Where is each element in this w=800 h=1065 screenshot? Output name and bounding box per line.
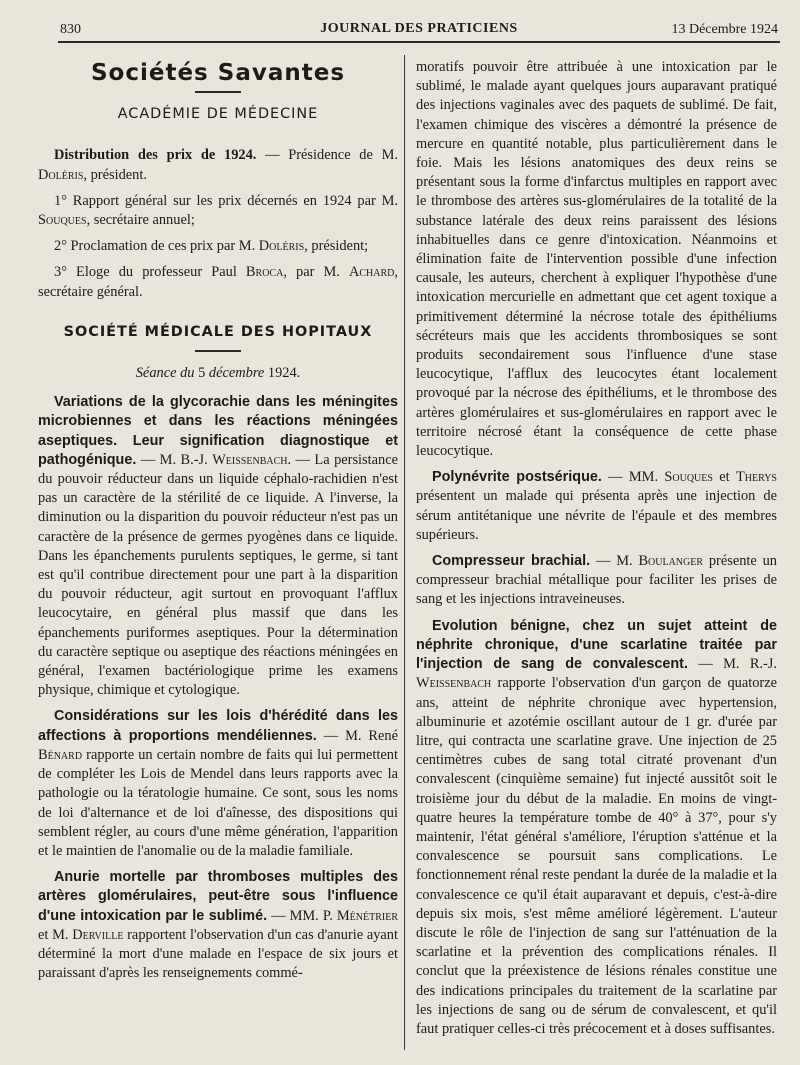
left-column	[38, 58, 398, 990]
spacer	[38, 309, 398, 323]
page-number: 830	[60, 22, 81, 37]
running-header	[60, 20, 778, 42]
prize-item-3: 3° Eloge du professeur Paul Broca, par M. Achard, secrétaire général.	[38, 264, 398, 300]
author-name: Broca	[245, 264, 284, 281]
article-heredite: Considérations sur les lois d'hérédité dans les affections à proportions mendéliennes. — M. René Bénard rapporte un certain nombre de faits qui lui permettent de compléter les Lois de Mendel dans leurs rapports avec la pathologie ou la tératologie humaine. Ce sont, sous les noms de loi d'alternance et de loi d'aînesse, des dispositions qui semblent régler, au cours d'une même génération, l'apparition et le maintien de l'anomalie ou de la maladie familiale.	[38, 708, 398, 859]
article-body: . — La persistance du pouvoir réducteur dans un liquide céphalo-rachidien n'est pas un caractère de la stérilité de ce liquide. A l'inverse, la diminution ou la disparition du pouvoir réducteur n'est pas un caractère de la présence de germes pyogènes dans ce liquide. Dans les épanchements purulents septiques, le germe, si tant est qu'il contribue directement pour une part à la disparition du pouvoir réducteur, agit surtout en provoquant l'afflux leucocytaire, en général plus massif que dans les épanchements puriformes aseptiques. Pour la détermination du caractère septique ou aseptique des réactions méningées en général, l'examen bactériologique prime les examens physique, chimique et cytologique.	[38, 451, 398, 699]
author-name: Doléris	[38, 166, 84, 183]
distribution-title: Distribution des prix de 1924.	[54, 147, 257, 164]
section-main-title: Sociétés Savantes	[90, 60, 346, 86]
issue-date: 13 Décembre 1924	[671, 22, 778, 37]
author-name: Weissenbach	[416, 675, 492, 692]
author-name: Doléris	[258, 238, 305, 255]
author-name: Boulanger	[638, 553, 704, 570]
author-name: Derville	[72, 926, 124, 943]
article-body: rapporte un certain nombre de faits qui lui permettent de compléter les Lois de Mendel dans leurs rapports avec la pathologie ou la tératologie humaine. Ce sont, sous les noms de loi d'alternance et de loi d'aînesse, des dispositions qui semblent régler, au cours d'une même génération, l'apparition et le maintien de l'anomalie ou de la maladie familiale.	[38, 746, 398, 859]
column-divider	[404, 55, 405, 1050]
societe-heading: SOCIÉTÉ MÉDICALE DES HOPITAUX	[63, 323, 373, 340]
author-name: Therys	[735, 469, 777, 486]
author-name: Ménétrier	[336, 907, 398, 924]
article-title: Evolution bénigne, chez un sujet atteint de néphrite chronique, d'une scarlatine traitée par l'injection de sang de convalescent.	[416, 617, 777, 673]
journal-title: JOURNAL DES PRATICIENS	[320, 21, 518, 36]
academie-heading: ACADÉMIE DE MÉDECINE	[117, 106, 319, 123]
prize-item-2: 2° Proclamation de ces prix par M. Doléris, président;	[54, 238, 369, 255]
section-rule	[195, 350, 241, 352]
header-rule	[58, 41, 780, 43]
article-compresseur: Compresseur brachial. — M. Boulanger présente un compresseur brachial métallique pour faciliter les prises de sang et les injections intraveineuses.	[416, 553, 778, 608]
article-anurie-continued: moratifs pouvoir être attribuée à une intoxication par le sublimé, le malade ayant quelques jours auparavant pratiqué des injections vaginales avec des paquets de sublimé. De fait, l'examen chimique des viscères a démontré la présence de mercure en quantité notable, plus particulièrement dans le foie. Mais les lésions anatomiques des deux reins se présentant sous la forme d'infarctus multiples en rapport avec le thrombose des artères sus-glomérulaires de la totalité de la substance latérale des deux reins paraissent des lésions inhabituelles dans ce genre d'intoxication. Néanmoins et élimination faite de l'intervention possible d'une infection causale, les auteurs, cherchent à expliquer l'hypothèse d'une intoxication mercurielle en admettant que cet agent toxique a primitivement déterminé la nécrose totale des épithéliums sécréteurs mais que les accidents thrombosiques se sont produits secondairement sous l'influence d'une stase leucocytique, l'afflux des leucocytes étant localement provoqué par la nécrose des épithéliums, et le thrombose des artères glomérulaires et sus-glomérulaires en rapport avec le territoire nécrosé étant la conséquence de cette phase leucocytique.	[416, 59, 777, 460]
author-name: Bénard	[38, 746, 83, 763]
article-anurie: Anurie mortelle par thromboses multiples des artères glomérulaires, peut-être sous l'influence d'une intoxication par le sublimé. — MM. P. Ménétrier et M. Derville rapportent l'observation d'un cas d'anurie ayant déterminé la mort d'une malade en l'espace de six jours et paraissant d'après les renseignements commé-	[38, 869, 398, 982]
distribution-paragraph: Distribution des prix de 1924. — Présidence de M. Doléris, président.	[38, 147, 398, 183]
article-title: Anurie mortelle par thromboses multiples des artères glomérulaires, peut-être sous l'influence d'une intoxication par le sublimé.	[38, 869, 398, 924]
article-title: Polynévrite postsérique.	[432, 469, 602, 486]
author-name: Weissenbach	[212, 451, 288, 468]
author-name: Achard	[348, 264, 395, 281]
article-polynevrite: Polynévrite postsérique. — MM. Souques et Therys présentent un malade qui présenta après une injection de sérum antitétanique une névrite de l'épaule et des membres supérieurs.	[416, 469, 777, 543]
article-title: Compresseur brachial.	[432, 553, 591, 570]
right-column	[416, 58, 777, 1046]
prize-item-1: 1° Rapport général sur les prix décernés en 1924 par M. Souques, secrétaire annuel;	[38, 192, 398, 229]
article-scarlatine: Evolution bénigne, chez un sujet atteint de néphrite chronique, d'une scarlatine traitée par l'injection de sang de convalescent. — M. R.-J. Weissenbach rapporte l'observation d'un garçon de quatorze ans, atteint de néphrite chronique avec hypertension, albuminurie et azotémie oscillant autour de 1 gr. d'urée par litre, qui contracta une scarlatine grave. Une injection de 25 centimètres cubes de sang total citraté provenant d'un convalescent (cinquième semaine) fut injecté aussitôt soit le troisième jour du début de la maladie. En moins de vingt-quatre heures la température tombe de 40° à 37°, pour s'y maintenir, l'état général s'améliore, l'éruption s'atténue et la convalescence se poursuit sans complications. Le fonctionnement rénal reste pendant la durée de la maladie et la convalescence ce qu'il était auparavant et depuis, c'est-à-dire depuis six mois, s'est même amélioré légèrement. L'auteur discute le rôle de l'injection de sang sur l'atténuation de la scarlatine et la prévention des complications rénales. Il conclut que la préexistence de lésions rénales constitue une des indications principales du traitement de la scarlatine par les injections de sang ou de sérum de convalescent, et qu'il faut pratiquer celles-ci très précocement et à doses suffisantes.	[416, 617, 778, 1037]
article-glycorachie: Variations de la glycorachie dans les méningites microbiennes et dans les réactions méningées aseptiques. Leur signification diagnostique et pathogénique. — M. B.-J. Weissenbach. — La persistance du pouvoir réducteur dans un liquide céphalo-rachidien n'est pas un caractère de la stérilité de ce liquide. A l'inverse, la diminution ou la disparition du pouvoir réducteur n'est pas un caractère de la présence de germes pyogènes dans ce liquide. Dans les épanchements purulents septiques, le germe, si tant est qu'il contribue directement pour une part à la disparition du pouvoir réducteur, agit surtout en provoquant l'afflux leucocytaire, en général plus massif que dans les épanchements puriformes aseptiques. Pour la détermination du caractère septique ou aseptique des réactions méningées en général, l'examen bactériologique prime les examens physique, chimique et cytologique.	[38, 394, 398, 699]
seance-date: Séance du 5 décembre 1924.	[135, 365, 301, 382]
article-title: Considérations sur les lois d'hérédité dans les affections à proportions mendéliennes.	[38, 708, 398, 744]
spacer	[38, 132, 398, 146]
article-title: Variations de la glycorachie dans les méningites microbiennes et dans les réactions méningées aseptiques. Leur signification diagnostique et pathogénique.	[38, 394, 398, 468]
author-name: Souques	[664, 469, 713, 486]
author-name: Souques	[38, 212, 87, 229]
article-body: rapporte l'observation d'un garçon de quatorze ans, atteint de néphrite chronique avec hypertension, albuminurie et azotémie oscillant autour de 1 gr. d'urée par litre, qui contracta une scarlatine grave. Une injection de 25 centimètres cubes de sang total citraté provenant d'un convalescent (cinquième semaine) fut injecté aussitôt soit le troisième jour du début de la maladie. En moins de vingt-quatre heures la température tombe de 40° à 37°, pour s'y maintenir, l'état général s'améliore, l'éruption s'atténue et la convalescence se poursuit sans complications. Le fonctionnement rénal reste pendant la durée de la maladie et la convalescence ce qu'il était auparavant et depuis, c'est-à-dire depuis six mois, s'est même amélioré légèrement. L'auteur discute le rôle de l'injection de sang sur l'atténuation de la scarlatine et la prévention des complications rénales. Il conclut que la préexistence de lésions rénales constitue une des indications principales du traitement de la scarlatine par les injections de sang ou de sérum de convalescent, et qu'il faut pratiquer celles-ci très précocement et à doses suffisantes.	[416, 675, 777, 1037]
article-body: rapportent l'observation d'un cas d'anurie ayant déterminé la mort d'une malade en l'espace de six jours et paraissant d'après les renseignements commé-	[38, 926, 398, 982]
article-body: présente un compresseur brachial métallique pour faciliter les prises de sang et les injections intraveineuses.	[416, 553, 778, 608]
title-rule	[195, 91, 241, 93]
article-body: présentent un malade qui présenta après une injection de sérum antitétanique une névrite de l'épaule et des membres supérieurs.	[416, 488, 777, 543]
